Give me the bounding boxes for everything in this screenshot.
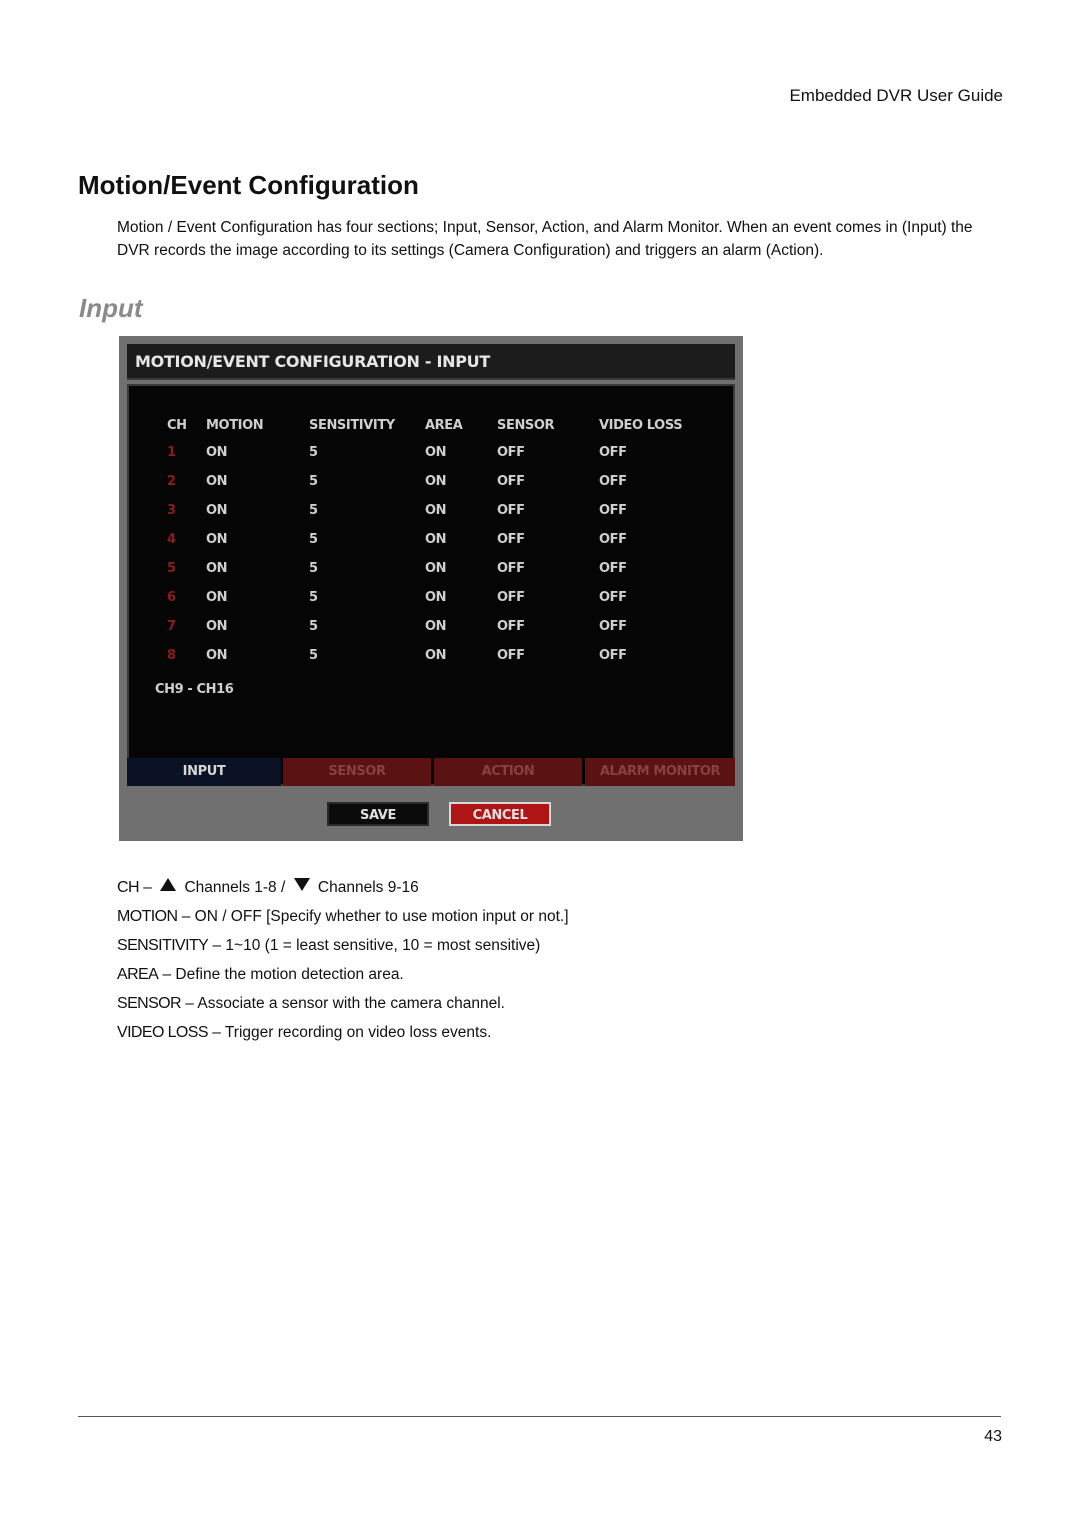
definition-text: – ON / OFF [Specify whether to use motion input or not.]	[177, 908, 569, 925]
setting-value-area[interactable]: ON	[425, 532, 447, 547]
channel-number: 6	[167, 590, 176, 605]
column-header-sensitivity: SENSITIVITY	[309, 418, 395, 433]
setting-value-sensitivity[interactable]: 5	[309, 648, 318, 663]
definition-motion	[117, 907, 569, 936]
channel-number: 5	[167, 561, 176, 576]
footer-divider	[78, 1416, 1001, 1417]
setting-value-sensitivity[interactable]: 5	[309, 561, 318, 576]
setting-value-sensor[interactable]: OFF	[497, 590, 525, 605]
setting-value-sensitivity[interactable]: 5	[309, 474, 318, 489]
dvr-title: MOTION/EVENT CONFIGURATION - INPUT	[135, 352, 490, 371]
setting-value-area[interactable]: ON	[425, 561, 447, 576]
setting-value-motion[interactable]: ON	[206, 561, 228, 576]
header-guide-title: Embedded DVR User Guide	[789, 86, 1003, 105]
setting-value-area[interactable]: ON	[425, 474, 447, 489]
setting-value-area[interactable]: ON	[425, 445, 447, 460]
dvr-title-bar	[127, 344, 735, 380]
setting-value-sensor[interactable]: OFF	[497, 561, 525, 576]
setting-value-sensitivity[interactable]: 5	[309, 590, 318, 605]
definition-text: – 1~10 (1 = least sensitive, 10 = most sensitive)	[208, 937, 541, 954]
setting-value-motion[interactable]: ON	[206, 619, 228, 634]
save-button[interactable]: SAVE	[327, 802, 429, 826]
definition-term: AREA	[117, 966, 159, 983]
setting-value-sensitivity[interactable]: 5	[309, 532, 318, 547]
setting-value-motion[interactable]: ON	[206, 445, 228, 460]
definition-area	[117, 965, 569, 994]
setting-value-motion[interactable]: ON	[206, 648, 228, 663]
setting-value-video-loss[interactable]: OFF	[599, 648, 627, 663]
definition-sensor	[117, 994, 569, 1023]
setting-value-sensor[interactable]: OFF	[497, 619, 525, 634]
definition-term: MOTION	[117, 908, 178, 925]
setting-value-video-loss[interactable]: OFF	[599, 590, 627, 605]
definition-term: SENSITIVITY	[117, 937, 209, 954]
setting-value-area[interactable]: ON	[425, 503, 447, 518]
definition-sensitivity	[117, 936, 569, 965]
dvr-settings-panel	[127, 384, 735, 786]
setting-value-sensitivity[interactable]: 5	[309, 619, 318, 634]
setting-value-sensor[interactable]: OFF	[497, 474, 525, 489]
channel-number: 4	[167, 532, 176, 547]
dvr-screenshot	[119, 336, 743, 841]
intro-paragraph: Motion / Event Configuration has four sections; Input, Sensor, Action, and Alarm Monitor. When an event comes in (Input) the DVR records the image according to its settings (Camera Configuration) and triggers an alarm (Action).	[117, 219, 973, 259]
definition-term: CH	[117, 879, 139, 896]
setting-value-video-loss[interactable]: OFF	[599, 561, 627, 576]
definition-separator: –	[138, 879, 157, 896]
definition-video-loss	[117, 1023, 569, 1052]
tab-alarm-monitor[interactable]: ALARM MONITOR	[585, 758, 735, 786]
setting-value-video-loss[interactable]: OFF	[599, 503, 627, 518]
page-title: Motion/Event Configuration	[78, 170, 419, 200]
setting-value-video-loss[interactable]: OFF	[599, 532, 627, 547]
setting-value-area[interactable]: ON	[425, 619, 447, 634]
definition-term: VIDEO LOSS	[117, 1024, 208, 1041]
definition-ch	[117, 878, 569, 907]
triangle-down-icon	[294, 878, 310, 891]
definition-term: SENSOR	[117, 995, 181, 1012]
setting-value-video-loss[interactable]: OFF	[599, 474, 627, 489]
section-title: Input	[79, 293, 143, 323]
definition-text: – Associate a sensor with the camera channel.	[180, 995, 505, 1012]
channel-number: 1	[167, 445, 176, 460]
setting-value-sensor[interactable]: OFF	[497, 532, 525, 547]
setting-value-motion[interactable]: ON	[206, 503, 228, 518]
channel-page-selector[interactable]: CH9 - CH16	[155, 682, 234, 697]
setting-value-sensitivity[interactable]: 5	[309, 503, 318, 518]
tab-action[interactable]: ACTION	[434, 758, 582, 786]
setting-value-video-loss[interactable]: OFF	[599, 619, 627, 634]
setting-value-sensor[interactable]: OFF	[497, 648, 525, 663]
definition-text: – Define the motion detection area.	[158, 966, 404, 983]
setting-value-sensor[interactable]: OFF	[497, 503, 525, 518]
dvr-tab-bar	[127, 758, 735, 786]
channel-number: 7	[167, 619, 176, 634]
column-header-sensor: SENSOR	[497, 418, 555, 433]
column-header-motion: MOTION	[206, 418, 264, 433]
channel-number: 8	[167, 648, 176, 663]
definition-text: – Trigger recording on video loss events.	[207, 1024, 492, 1041]
setting-value-video-loss[interactable]: OFF	[599, 445, 627, 460]
definitions-list	[117, 878, 569, 1052]
column-header-ch: CH	[167, 418, 187, 433]
tab-sensor[interactable]: SENSOR	[283, 758, 431, 786]
setting-value-sensor[interactable]: OFF	[497, 445, 525, 460]
definition-text: Channels 9-16	[313, 879, 419, 896]
cancel-button[interactable]: CANCEL	[449, 802, 551, 826]
channel-number: 3	[167, 503, 176, 518]
triangle-up-icon	[160, 878, 176, 891]
channel-number: 2	[167, 474, 176, 489]
column-header-video-loss: VIDEO LOSS	[599, 418, 683, 433]
setting-value-motion[interactable]: ON	[206, 474, 228, 489]
setting-value-sensitivity[interactable]: 5	[309, 445, 318, 460]
definition-text: Channels 1-8 /	[180, 879, 290, 896]
setting-value-motion[interactable]: ON	[206, 532, 228, 547]
column-header-area: AREA	[425, 418, 463, 433]
setting-value-motion[interactable]: ON	[206, 590, 228, 605]
setting-value-area[interactable]: ON	[425, 648, 447, 663]
page-number: 43	[984, 1428, 1002, 1445]
setting-value-area[interactable]: ON	[425, 590, 447, 605]
tab-input[interactable]: INPUT	[127, 758, 281, 786]
